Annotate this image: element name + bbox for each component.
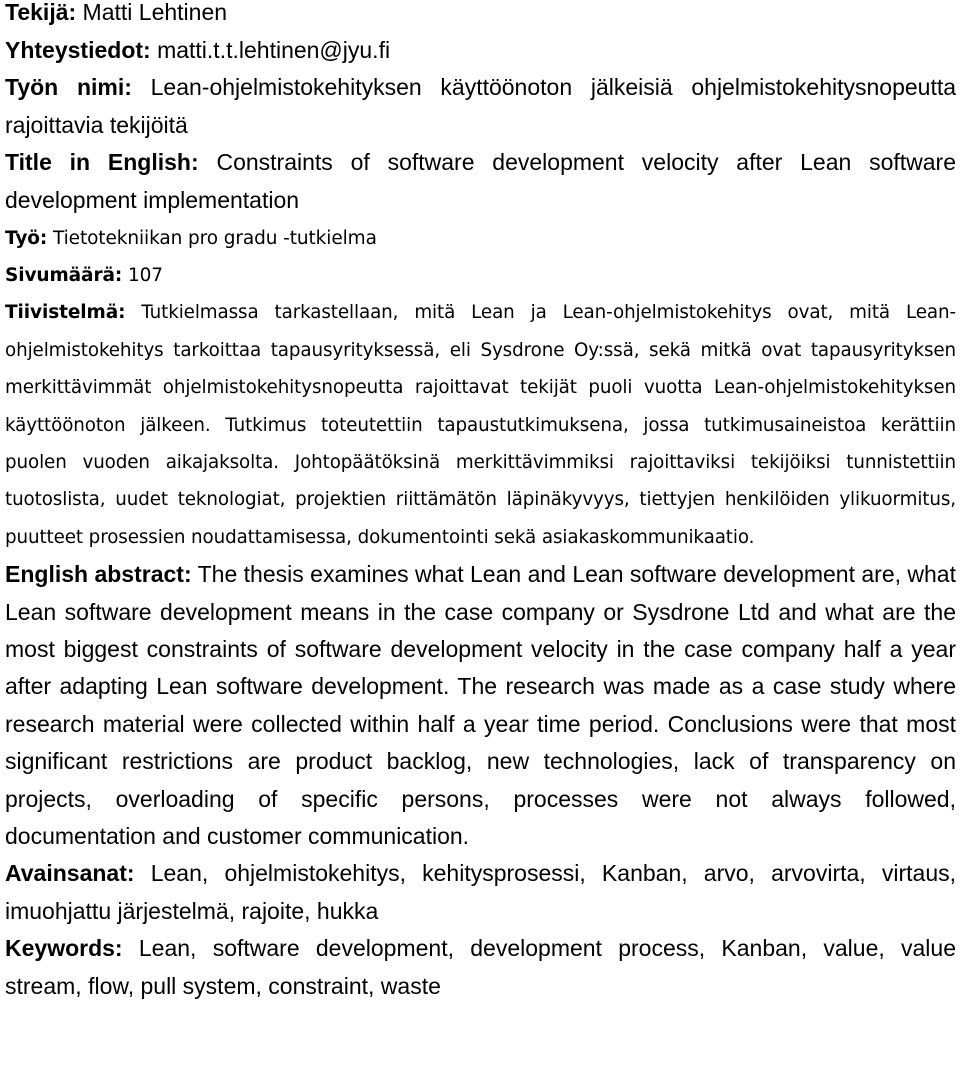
title-fi-label: Työn nimi: — [5, 74, 132, 101]
abstract-en-field — [5, 556, 956, 855]
author-value: Matti Lehtinen — [82, 0, 228, 25]
keywords-fi-label: Avainsanat: — [5, 860, 135, 887]
abstract-fi-label: Tiivistelmä: — [5, 302, 126, 324]
keywords-fi-value: Lean, ohjelmistokehitys, kehitysprosessi, Kanban, arvo, arvovirta, virtaus, imuohjattu järjestelmä, rajoite, hukka — [5, 860, 957, 924]
title-fi-value: Lean-ohjelmistokehityksen käyttöönoton jälkeisiä ohjelmistokehitysnopeutta rajoittavia tekijöitä — [5, 74, 957, 138]
work-type-label: Työ: — [5, 227, 48, 249]
contact-value: matti.t.t.lehtinen@jyu.fi — [157, 36, 391, 63]
contact-field — [5, 32, 956, 70]
keywords-en-label: Keywords: — [5, 935, 123, 962]
author-label: Tekijä: — [5, 0, 77, 25]
abstract-en-label: English abstract: — [5, 561, 192, 588]
abstract-fi-value: Tutkielmassa tarkastellaan, mitä Lean ja Lean-ohjelmistokehitys ovat, mitä Lean-ohjelmistokehitys tarkoittaa tapausyrityksessä, eli Sysdrone Oy:ssä, sekä mitkä ovat tapausyrityksen merkittävimmät ohjelmistokehitysnopeutta rajoittavat tekijät puoli vuotta Lean-ohjelmistokehityksen käyttöönoton jälkeen. Tutkimus toteutettiin tapaustutkimuksena, jossa tutkimusaineistoa kerättiin puolen vuoden aikajaksolta. Johtopäätöksinä merkittävimmiksi rajoittaviksi tekijöiksi tunnistettiin tuotoslista, uudet teknologiat, projektien riittämätön läpinäkyvyys, tiettyjen henkilöiden ylikuormitus, puutteet prosessien noudattamisessa, dokumentointi sekä asiakaskommunikaatio. — [5, 302, 956, 548]
page-count-field — [5, 257, 956, 294]
page-count-value: 107 — [127, 264, 163, 286]
abstract-fi-field — [5, 294, 956, 556]
title-en-value: Constraints of software development velocity after Lean software development implementation — [5, 149, 957, 213]
page-count-label: Sivumäärä: — [5, 264, 123, 286]
keywords-en-field — [5, 930, 956, 1005]
abstract-en-value: The thesis examines what Lean and Lean software development are, what Lean software development means in the case company or Sysdrone Ltd and what are the most biggest constraints of software development velocity in the case company half a year after adapting Lean software development. The research was made as a case study where research material were collected within half a year time period. Conclusions were that most significant restrictions are product backlog, new technologies, lack of transparency on projects, overloading of specific persons, processes were not always followed, documentation and customer communication. — [5, 561, 956, 850]
title-en-label: Title in English: — [5, 149, 199, 176]
contact-label: Yhteystiedot: — [5, 36, 151, 63]
title-en-field — [5, 144, 956, 219]
keywords-fi-field — [5, 855, 956, 930]
work-type-field — [5, 220, 956, 257]
work-type-value: Tietotekniikan pro gradu -tutkielma — [52, 227, 377, 249]
author-field — [5, 0, 956, 32]
keywords-en-value: Lean, software development, development process, Kanban, value, value stream, flow, pull system, constraint, waste — [5, 935, 956, 999]
title-fi-field — [5, 69, 956, 144]
